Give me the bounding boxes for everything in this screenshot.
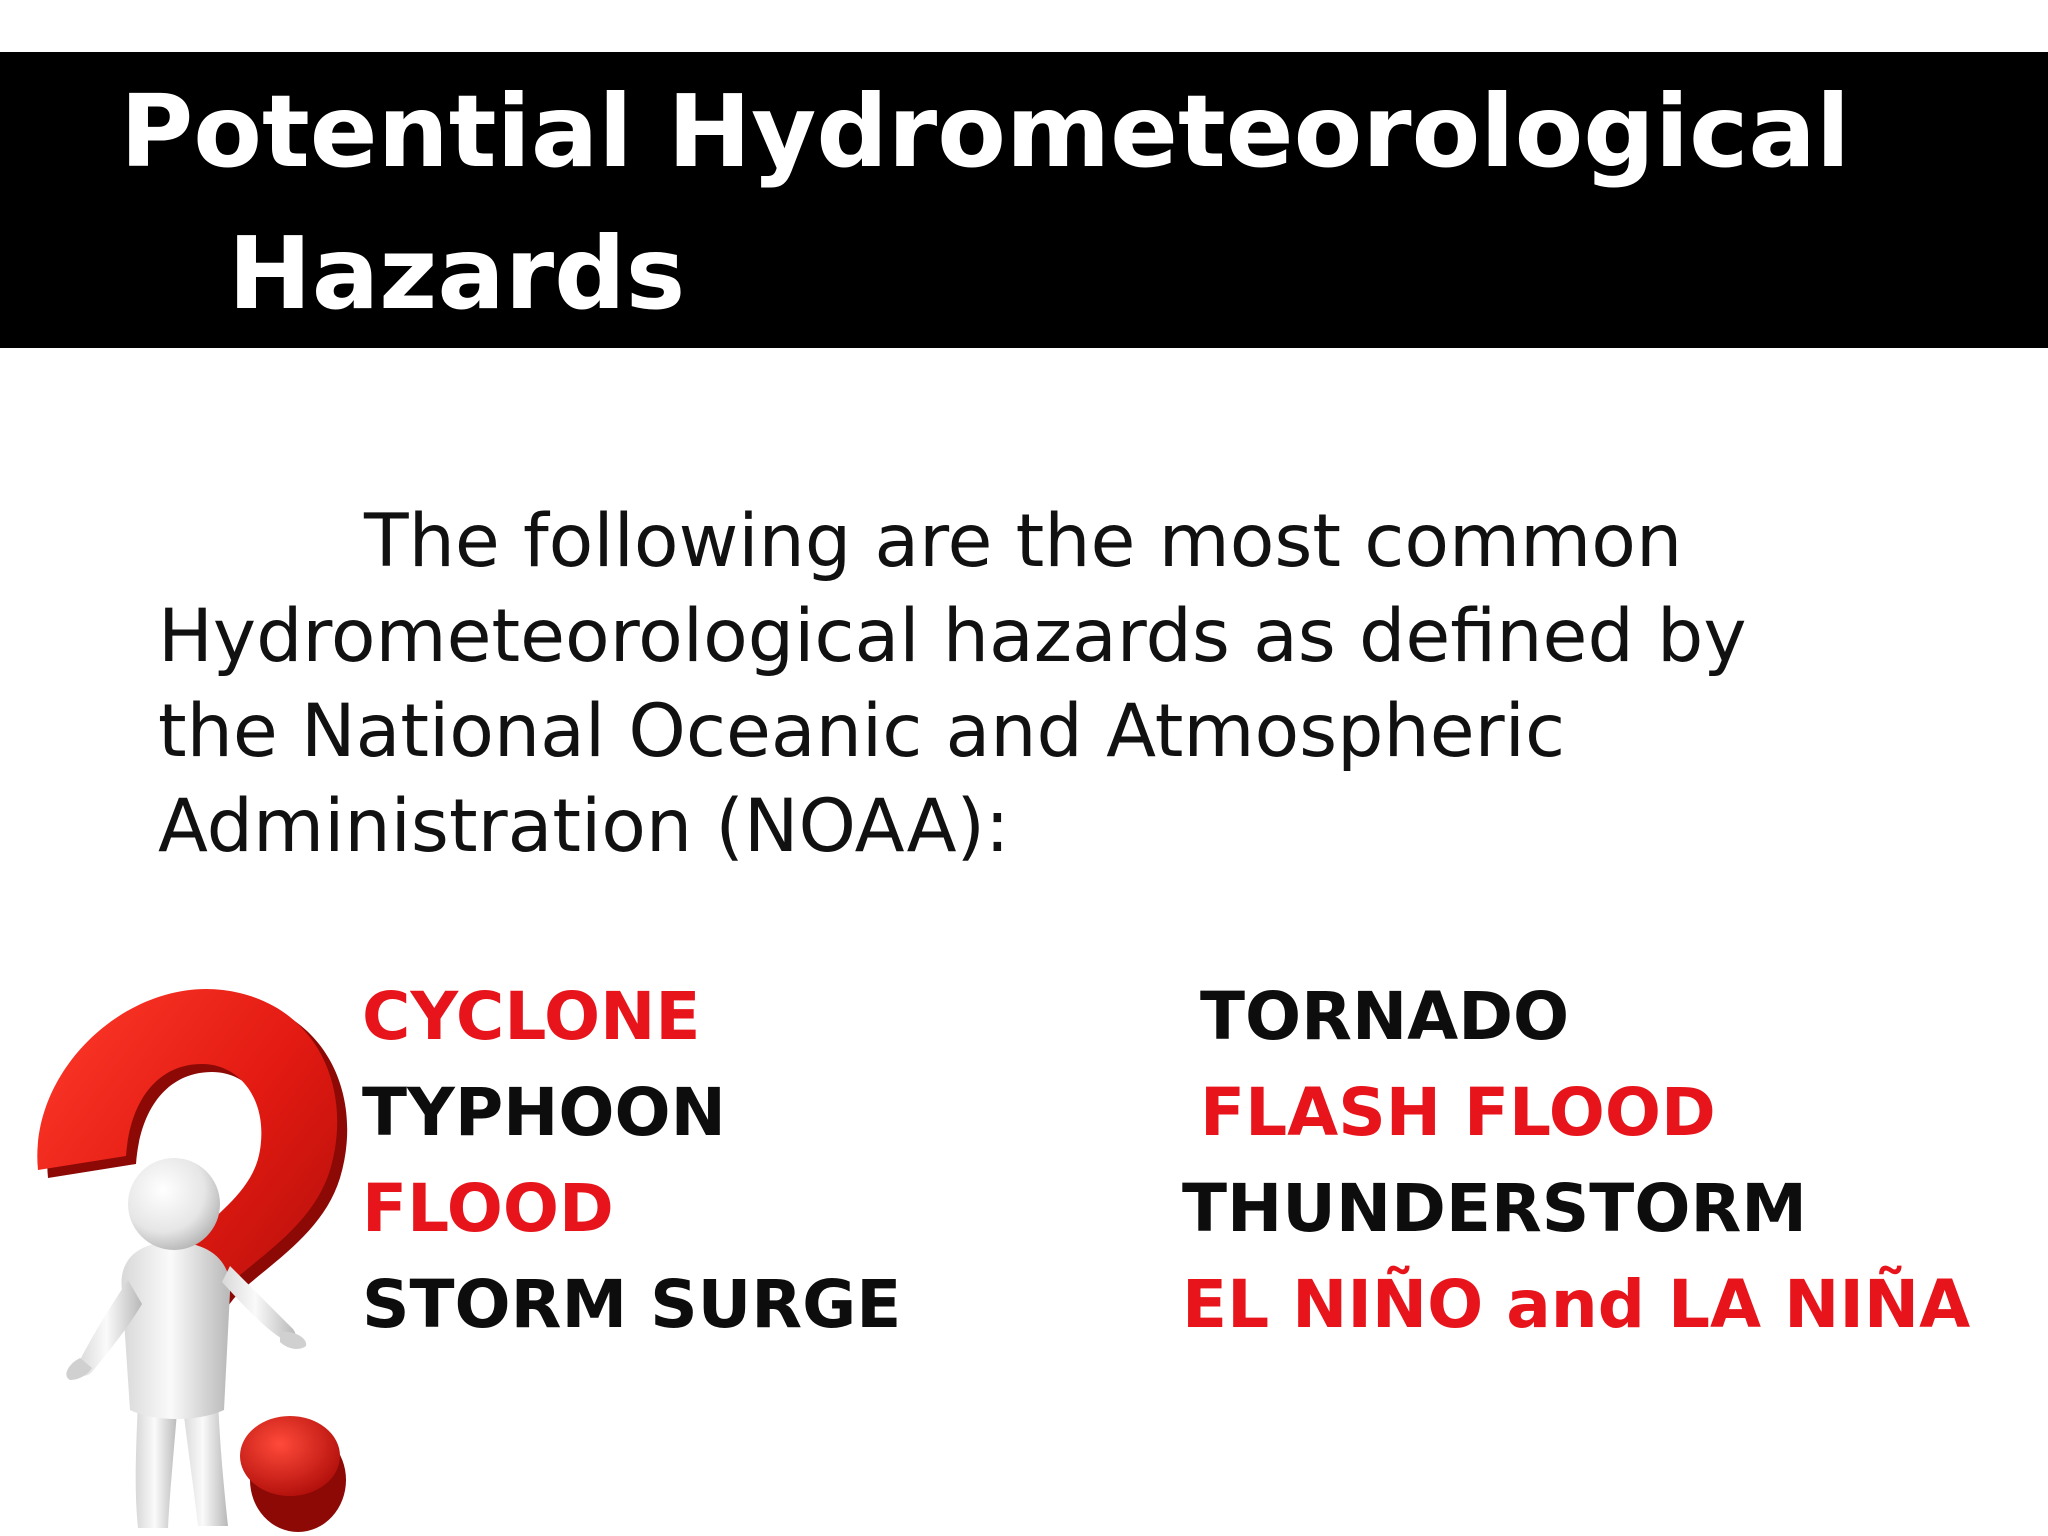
hazard-cyclone: CYCLONE: [362, 978, 701, 1055]
hazard-flash-flood: FLASH FLOOD: [1200, 1074, 1716, 1151]
slide-title-line-1: Potential Hydrometeorological: [120, 73, 1851, 190]
intro-line: Hydrometeorological hazards as defined by: [158, 594, 1747, 679]
hazard-el-nino-la-nina: EL NIÑO and LA NIÑA: [1182, 1266, 1971, 1343]
hazard-thunderstorm: THUNDERSTORM: [1182, 1170, 1807, 1247]
hazard-tornado: TORNADO: [1200, 978, 1570, 1055]
slide-title-line-2: Hazards: [228, 215, 686, 332]
hazard-flood: FLOOD: [362, 1170, 614, 1247]
intro-paragraph: [158, 494, 1918, 874]
hazard-storm-surge: STORM SURGE: [362, 1266, 902, 1343]
intro-line: Administration (NOAA):: [158, 784, 1010, 869]
intro-line: The following are the most common: [364, 499, 1683, 584]
hazard-typhoon: TYPHOON: [362, 1074, 726, 1151]
question-mark-person-icon: [18, 960, 358, 1536]
intro-line: the National Oceanic and Atmospheric: [158, 689, 1566, 774]
